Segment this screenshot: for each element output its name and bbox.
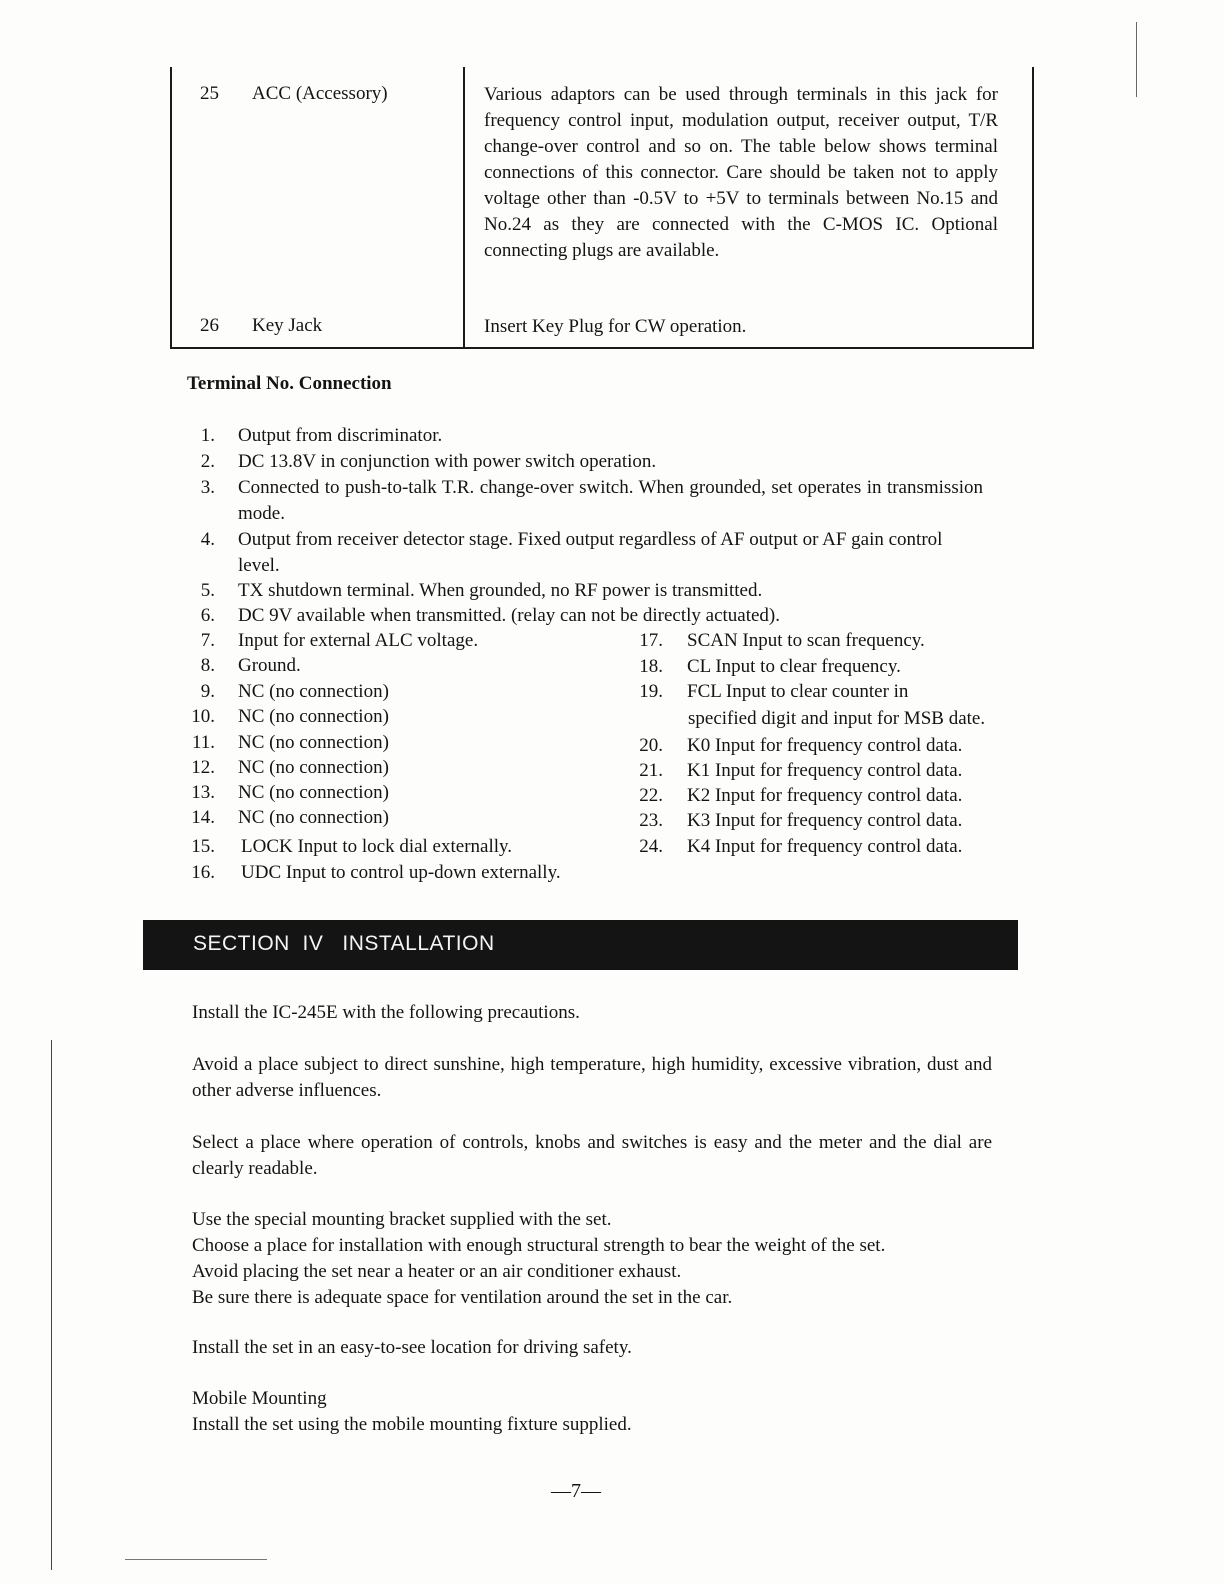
item-text: K0 Input for frequency control data. — [687, 735, 963, 756]
scan-margin-line — [1136, 22, 1137, 97]
item-number: 3. — [200, 477, 215, 498]
item-number: 2. — [200, 451, 215, 472]
item-text: K1 Input for frequency control data. — [687, 760, 963, 781]
item-number: 4. — [200, 529, 215, 550]
item-text: K2 Input for frequency control data. — [687, 785, 963, 806]
row-description: Various adaptors can be used through terminals in this jack for frequency control input, modulation output, receiver output, T/R change-over control and so on. The table below shows terminal connections of this connector. Care should be taken not to apply voltage other than -0.5V to +5V to terminals between No.15 and No.24 as they are connected with the C-MOS IC. Optional connecting plugs are available. — [484, 84, 998, 261]
item-number: 22. — [639, 785, 663, 806]
paragraph-line: Use the special mounting bracket supplied with the set. — [192, 1209, 612, 1230]
item-number: 16. — [191, 862, 215, 883]
item-text: NC (no connection) — [238, 807, 389, 828]
item-text: K4 Input for frequency control data. — [687, 836, 963, 857]
item-number: 11. — [191, 732, 215, 753]
item-text: K3 Input for frequency control data. — [687, 810, 963, 831]
item-text: Output from discriminator. — [238, 425, 443, 446]
item-number: 14. — [191, 807, 215, 828]
item-text: DC 13.8V in conjunction with power switch operation. — [238, 451, 657, 472]
item-text: SCAN Input to scan frequency. — [687, 630, 925, 651]
item-number: 18. — [639, 656, 663, 677]
item-number: 10. — [191, 706, 215, 727]
item-number: 7. — [200, 630, 215, 651]
item-text: Ground. — [238, 655, 301, 676]
item-number: 23. — [639, 810, 663, 831]
installation-paragraph: Select a place where operation of controls, knobs and switches is easy and the meter and the dial are clearly readable. — [192, 1132, 992, 1179]
table-border-left — [170, 67, 172, 349]
item-text: TX shutdown terminal. When grounded, no RF power is transmitted. — [238, 580, 763, 601]
item-number: 5. — [200, 580, 215, 601]
item-number: 17. — [639, 630, 663, 651]
item-text: NC (no connection) — [238, 782, 389, 803]
installation-paragraph: Install the set in an easy-to-see location for driving safety. — [192, 1337, 632, 1358]
item-number: 12. — [191, 757, 215, 778]
item-text: UDC Input to control up-down externally. — [241, 862, 561, 883]
mobile-mounting-text: Install the set using the mobile mounting fixture supplied. — [192, 1414, 632, 1435]
row-name: ACC (Accessory) — [252, 83, 388, 104]
terminal-heading: Terminal No. Connection — [187, 373, 392, 394]
item-text: DC 9V available when transmitted. (relay can not be directly actuated). — [238, 605, 781, 626]
section-banner — [143, 920, 1018, 970]
paragraph-line: Avoid placing the set near a heater or an air conditioner exhaust. — [192, 1261, 682, 1282]
row-number: 25 — [200, 83, 219, 104]
item-number: 9. — [200, 681, 215, 702]
item-number: 13. — [191, 782, 215, 803]
row-description: Insert Key Plug for CW operation. — [484, 316, 747, 337]
table-column-divider — [463, 67, 465, 349]
installation-paragraph — [192, 1207, 992, 1311]
item-text: specified digit and input for MSB date. — [688, 708, 986, 729]
item-text: NC (no connection) — [238, 732, 389, 753]
item-number: 8. — [200, 655, 215, 676]
page-number: —7— — [551, 1480, 601, 1502]
installation-intro: Install the IC-245E with the following precautions. — [192, 1002, 580, 1023]
item-number: 19. — [639, 681, 663, 702]
section-title: SECTION IV INSTALLATION — [193, 932, 495, 955]
table-border-right — [1032, 67, 1034, 349]
row-number: 26 — [200, 315, 219, 336]
item-text: FCL Input to clear counter in — [687, 681, 909, 702]
paragraph-line: Be sure there is adequate space for ventilation around the set in the car. — [192, 1287, 733, 1308]
item-text: Connected to push-to-talk T.R. change-over switch. When grounded, set operates in transmission mode. — [238, 477, 983, 524]
footer-rule — [125, 1559, 267, 1560]
table-border-bottom — [170, 347, 1034, 349]
installation-paragraph: Avoid a place subject to direct sunshine, high temperature, high humidity, excessive vibration, dust and other adverse influences. — [192, 1054, 992, 1101]
item-text: LOCK Input to lock dial externally. — [241, 836, 513, 857]
controls-table — [170, 67, 1034, 349]
item-number: 20. — [639, 735, 663, 756]
item-number: 21. — [639, 760, 663, 781]
item-text: Output from receiver detector stage. Fixed output regardless of AF output or AF gain control level. — [238, 529, 943, 576]
scan-margin-line — [51, 1040, 52, 1570]
item-number: 1. — [200, 425, 215, 446]
item-text: NC (no connection) — [238, 706, 389, 727]
mobile-mounting-heading: Mobile Mounting — [192, 1388, 327, 1409]
item-text: CL Input to clear frequency. — [687, 656, 901, 677]
item-number: 6. — [200, 605, 215, 626]
item-text: Input for external ALC voltage. — [238, 630, 479, 651]
paragraph-line: Choose a place for installation with enough structural strength to bear the weight of the set. — [192, 1235, 886, 1256]
item-number: 15. — [191, 836, 215, 857]
item-number: 24. — [639, 836, 663, 857]
item-text: NC (no connection) — [238, 757, 389, 778]
item-text: NC (no connection) — [238, 681, 389, 702]
row-name: Key Jack — [252, 315, 323, 336]
